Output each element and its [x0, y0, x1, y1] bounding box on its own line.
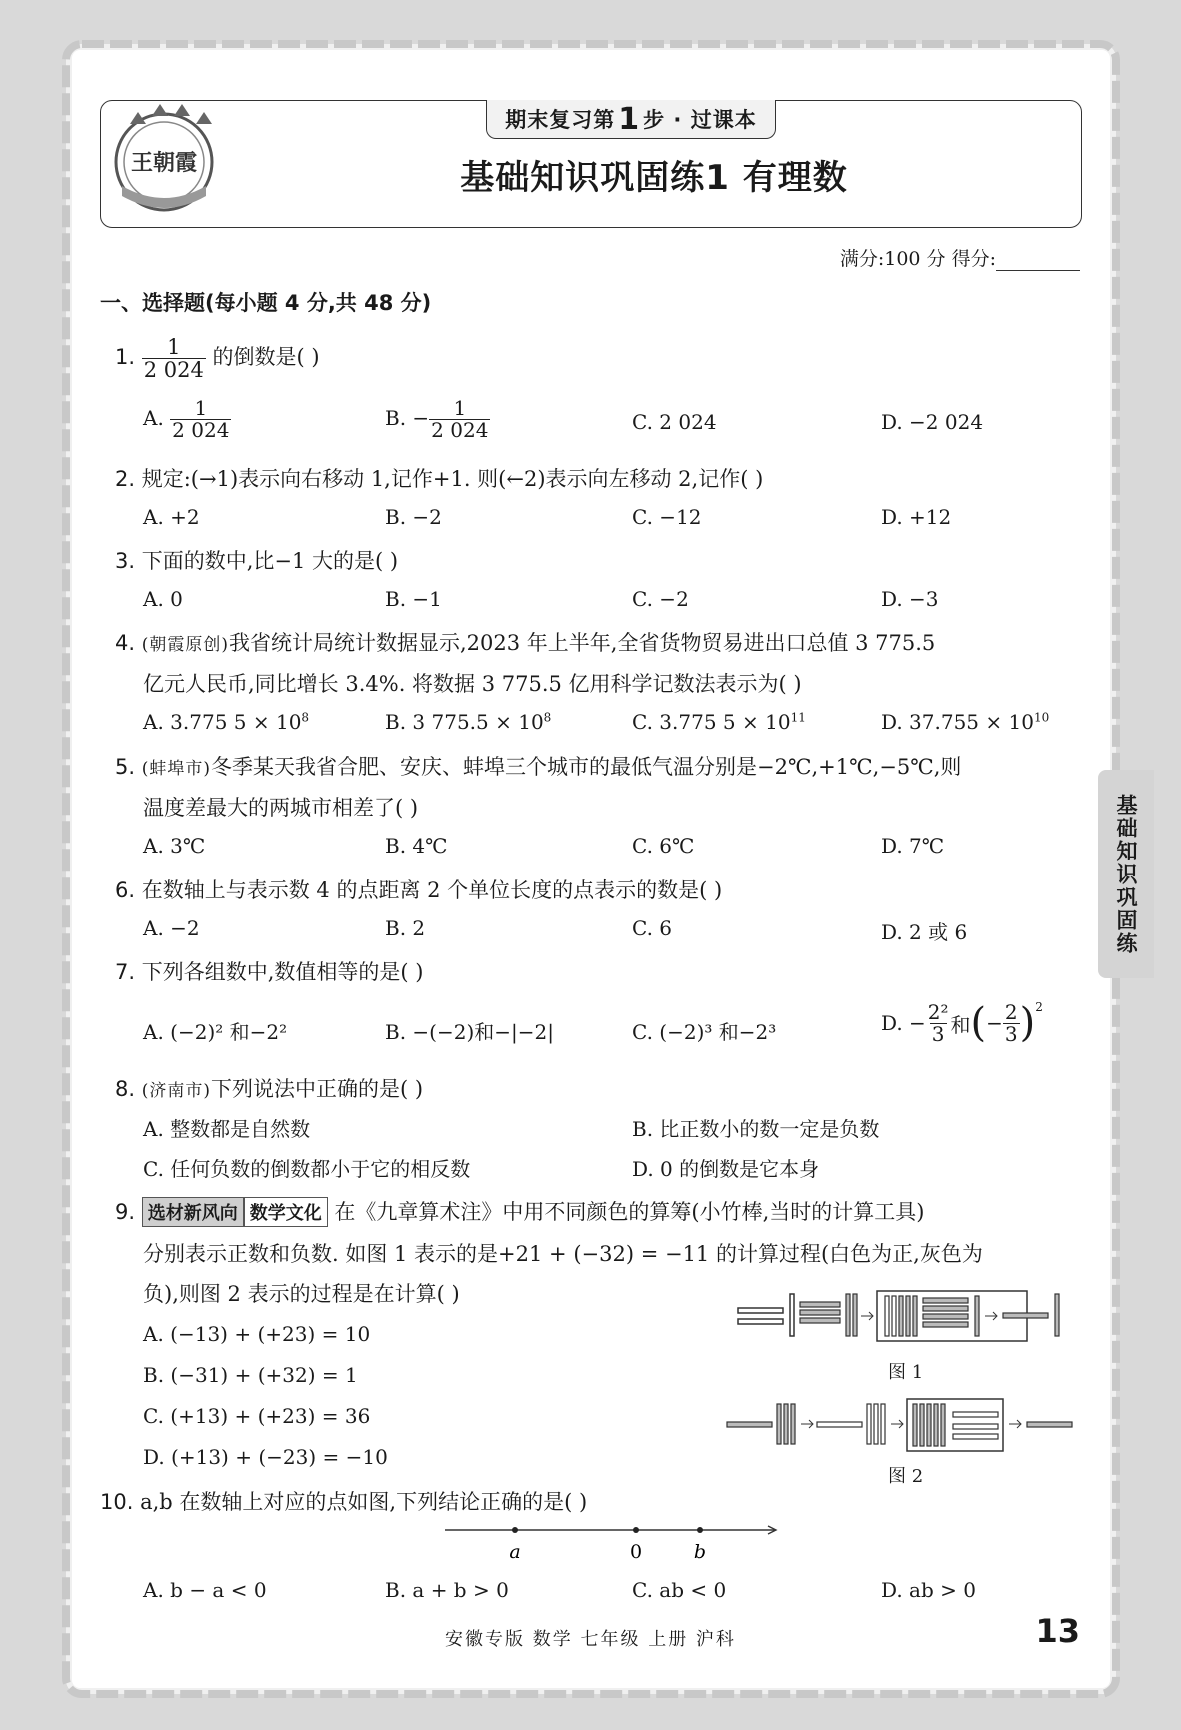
- question-text: 在数轴上与表示数 4 的点距离 2 个单位长度的点表示的数是( ): [141, 878, 723, 902]
- q3-option-c[interactable]: C. −2: [632, 587, 689, 611]
- q8-option-b[interactable]: B. 比正数小的数一定是负数: [632, 1117, 880, 1141]
- question-text: 下列说法中正确的是( ): [211, 1077, 424, 1101]
- svg-text:王朝霞: 王朝霞: [130, 150, 198, 176]
- tag-new-direction: 选材新风向: [142, 1197, 244, 1227]
- tag-math-culture: 数学文化: [244, 1197, 328, 1227]
- q4-option-c[interactable]: [632, 710, 806, 734]
- exponent: 8: [543, 710, 552, 725]
- question-6: [115, 874, 722, 904]
- q10-option-a[interactable]: A. b − a < 0: [143, 1578, 267, 1602]
- q10-option-c[interactable]: C. ab < 0: [632, 1578, 727, 1602]
- question-text: 下面的数中,比−1 大的是( ): [141, 549, 399, 573]
- question-source: (蚌埠市): [141, 759, 211, 779]
- q1-option-a[interactable]: [143, 398, 231, 441]
- opt-mid: 和: [950, 1012, 971, 1037]
- section-heading: 一、选择题(每小题 4 分,共 48 分): [100, 291, 432, 315]
- q10-option-d[interactable]: D. ab > 0: [881, 1578, 976, 1602]
- frac-den: 2 024: [431, 418, 489, 442]
- exponent: 11: [790, 710, 806, 725]
- opt-label: A.: [143, 406, 164, 430]
- score-label: 满分:100 分 得分:: [839, 248, 996, 270]
- frac-num: 1: [453, 396, 467, 420]
- question-9: [115, 1196, 924, 1227]
- q3-option-a[interactable]: A. 0: [143, 587, 183, 611]
- question-4: [115, 627, 935, 657]
- step-tab-suffix: 步 · 过课本: [643, 108, 757, 132]
- question-number: 8.: [115, 1077, 136, 1101]
- q5-option-a[interactable]: A. 3℃: [143, 834, 206, 858]
- frac-num: 1: [167, 335, 181, 359]
- q7-option-d[interactable]: D. − $\frac{\text{2²}}{3}$ 和 ( − $\frac{2}{3}$ ) $^2$: [881, 999, 1043, 1046]
- page-title: 基础知识巩固练1 有理数: [460, 158, 848, 198]
- paren-right: ): [1019, 1000, 1036, 1046]
- q7-option-a[interactable]: A. (−2)² 和−2²: [143, 1020, 288, 1044]
- question-text: 的倒数是( ): [212, 345, 320, 370]
- q2-option-d[interactable]: D. +12: [881, 505, 952, 529]
- q2-option-c[interactable]: C. −12: [632, 505, 702, 529]
- logo-emblem-icon: [100, 100, 228, 226]
- q6-option-c[interactable]: C. 6: [632, 916, 673, 940]
- question-5-line2: 温度差最大的两城市相差了( ): [143, 796, 419, 820]
- q4-option-b[interactable]: [385, 710, 551, 734]
- step-tab-number: 1: [618, 101, 641, 137]
- question-number: 2.: [115, 467, 136, 491]
- question-text: a,b 在数轴上对应的点如图,下列结论正确的是( ): [140, 1490, 588, 1514]
- footer: 安徽专版 数学 七年级 上册 沪科: [445, 1629, 736, 1650]
- q7-option-c[interactable]: C. (−2)³ 和−2³: [632, 1020, 777, 1044]
- figure-1-counting-rods: [735, 1288, 1075, 1348]
- question-4-line2: 亿元人民币,同比增长 3.4%. 将数据 3 775.5 亿用科学记数法表示为( ): [143, 672, 802, 696]
- figure-1-caption: 图 1: [888, 1362, 924, 1383]
- question-number: 1.: [115, 345, 136, 370]
- q5-option-b[interactable]: B. 4℃: [385, 834, 448, 858]
- q7-option-b[interactable]: B. −(−2)和−|−2|: [385, 1020, 554, 1044]
- step-tab: [486, 100, 776, 139]
- question-number: 7.: [115, 960, 136, 984]
- q8-option-c[interactable]: C. 任何负数的倒数都小于它的相反数: [143, 1157, 471, 1181]
- question-8: [115, 1073, 423, 1103]
- exponent: 2: [1035, 1000, 1043, 1014]
- question-number: 5.: [115, 755, 136, 779]
- opt-label: A. 3.775 5 × 10: [143, 710, 302, 734]
- figure-2-counting-rods: [725, 1396, 1085, 1456]
- question-number: 10.: [100, 1490, 134, 1514]
- question-number: 9.: [115, 1200, 136, 1224]
- q1-option-c[interactable]: C. 2 024: [632, 410, 717, 434]
- fraction: [142, 336, 206, 381]
- opt-label: B. 3 775.5 × 10: [385, 710, 544, 734]
- q8-option-a[interactable]: A. 整数都是自然数: [143, 1117, 311, 1141]
- q1-option-b[interactable]: [385, 398, 490, 441]
- fraction: [1003, 999, 1020, 1046]
- question-number: 3.: [115, 549, 136, 573]
- q3-option-d[interactable]: D. −3: [881, 587, 939, 611]
- frac-den: 3: [931, 1021, 945, 1046]
- question-text: 我省统计局统计数据显示,2023 年上半年,全省货物贸易进出口总值 3 775.5: [229, 631, 936, 655]
- q3-option-b[interactable]: B. −1: [385, 587, 442, 611]
- fraction: [926, 999, 951, 1046]
- question-9-line2: 分别表示正数和负数. 如图 1 表示的是+21 + (−32) = −11 的计算过程(白色为正,灰色为: [143, 1242, 983, 1266]
- question-1: [115, 336, 320, 381]
- opt-label: D. −: [881, 1011, 926, 1035]
- opt-label: D. 37.755 × 10: [881, 710, 1034, 734]
- q2-option-b[interactable]: B. −2: [385, 505, 442, 529]
- question-10: [100, 1486, 587, 1516]
- paren-left: (: [970, 1000, 987, 1046]
- question-number: 4.: [115, 631, 136, 655]
- question-text: 在《九章算术注》中用不同颜色的算筹(小竹棒,当时的计算工具): [334, 1200, 925, 1224]
- q5-option-d[interactable]: D. 7℃: [881, 834, 945, 858]
- q2-option-a[interactable]: A. +2: [143, 505, 200, 529]
- side-tab: 基础知识巩固练: [1098, 770, 1154, 978]
- question-9-line3: 负),则图 2 表示的过程是在计算( ): [143, 1282, 460, 1306]
- frac-num: 2²: [927, 999, 949, 1024]
- q6-option-b[interactable]: B. 2: [385, 916, 426, 940]
- fraction: [429, 398, 490, 441]
- point-a-label: a: [509, 1541, 521, 1563]
- question-text: 下列各组数中,数值相等的是( ): [141, 960, 424, 984]
- q4-option-d[interactable]: [881, 710, 1049, 734]
- question-7: [115, 956, 423, 986]
- q9-option-b[interactable]: B. (−31) + (+32) = 1: [143, 1363, 358, 1387]
- point-0-label: 0: [629, 1541, 643, 1563]
- score-blank[interactable]: [996, 250, 1080, 271]
- q4-option-a[interactable]: [143, 710, 309, 734]
- q8-option-d[interactable]: D. 0 的倒数是它本身: [632, 1157, 820, 1181]
- frac-den: 3: [1004, 1021, 1018, 1046]
- q10-option-b[interactable]: B. a + b > 0: [385, 1578, 509, 1602]
- q1-option-d[interactable]: D. −2 024: [881, 410, 984, 434]
- q9-option-d[interactable]: D. (+13) + (−23) = −10: [143, 1445, 388, 1469]
- figure-2-caption: 图 2: [888, 1466, 924, 1487]
- point-b-label: b: [693, 1541, 707, 1563]
- q9-option-a[interactable]: A. (−13) + (+23) = 10: [143, 1322, 371, 1346]
- question-3: [115, 545, 398, 575]
- number-line: [440, 1518, 785, 1578]
- q9-option-c[interactable]: C. (+13) + (+23) = 36: [143, 1404, 371, 1428]
- question-number: 6.: [115, 878, 136, 902]
- score-line: [840, 244, 1080, 271]
- question-source: (朝霞原创): [141, 635, 229, 655]
- q6-option-d[interactable]: D. 2 或 6: [881, 920, 968, 944]
- opt-label: B. −: [385, 406, 430, 430]
- frac-num: 1: [194, 396, 208, 420]
- q6-option-a[interactable]: A. −2: [143, 916, 200, 940]
- frac-den: 2 024: [172, 418, 230, 442]
- question-source: (济南市): [141, 1081, 211, 1101]
- exponent: 10: [1033, 710, 1050, 725]
- question-5: [115, 751, 961, 781]
- q5-option-c[interactable]: C. 6℃: [632, 834, 695, 858]
- question-2: [115, 463, 763, 493]
- question-text: 规定:(→1)表示向右移动 1,记作+1. 则(←2)表示向左移动 2,记作( ): [141, 467, 764, 491]
- frac-num: 2: [1004, 999, 1018, 1024]
- fraction: [170, 398, 231, 441]
- frac-den: 2 024: [143, 358, 204, 383]
- step-tab-prefix: 期末复习第: [505, 108, 616, 132]
- exponent: 8: [301, 710, 310, 725]
- page-number: 13: [1035, 1612, 1080, 1650]
- question-text: 冬季某天我省合肥、安庆、蚌埠三个城市的最低气温分别是−2℃,+1℃,−5℃,则: [211, 755, 962, 779]
- opt-label: C. 3.775 5 × 10: [632, 710, 791, 734]
